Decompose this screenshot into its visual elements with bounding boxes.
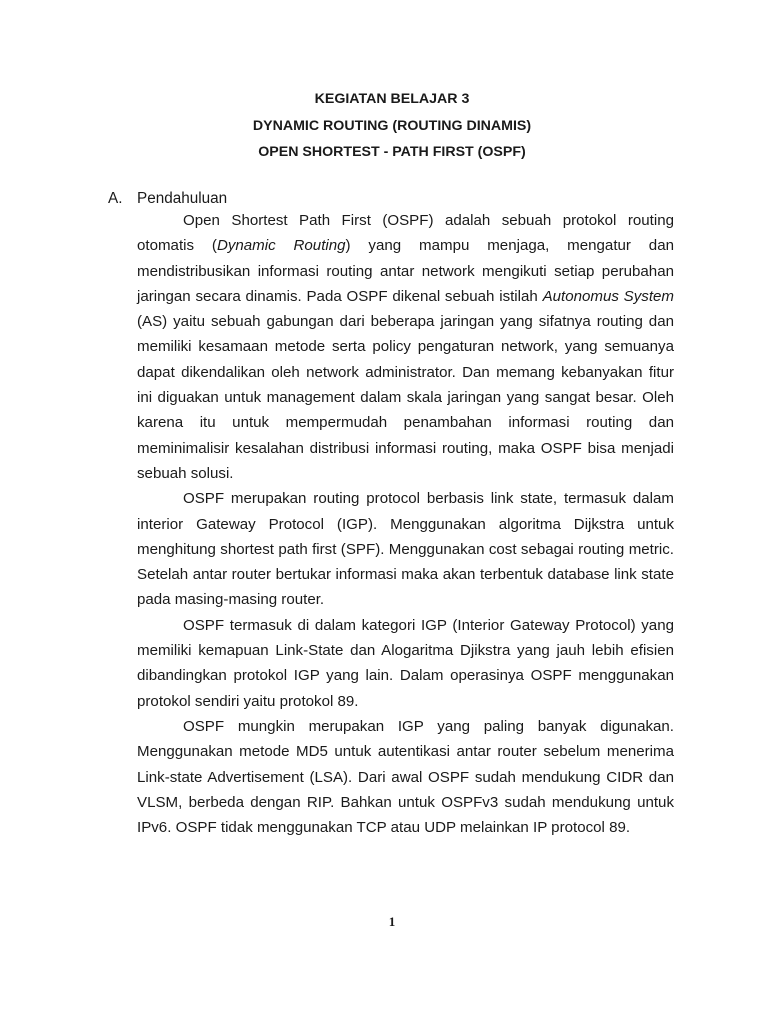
subtopic-title: OPEN SHORTEST - PATH FIRST (OSPF) [258, 144, 526, 160]
topic-title: DYNAMIC ROUTING (ROUTING DINAMIS) [252, 117, 532, 134]
title-block [0, 86, 768, 166]
paragraph-2: OSPF merupakan routing protocol berbasis link state, termasuk dalam interior Gateway Protocol (IGP). Menggunakan algoritma Dijkstra untuk menghitung shortest path first (SPF). Menggunakan cost sebagai routing metric. Setelah antar router bertukar informasi maka akan terbentuk database link state pada masing-masing router. [137, 490, 674, 609]
autonomus-system-term: Autonomus System [542, 287, 674, 305]
paragraph-1 [137, 208, 674, 486]
paragraph-1-text-a: Open Shortest Path First (OSPF) adalah sebuah protokol routing otomatis ( [137, 212, 674, 255]
section-title: Pendahuluan [137, 190, 228, 207]
paragraph-1-text-c: ) yang mampu menjaga, mengatur dan mendistribusikan informasi routing antar network mengikuti setiap perubahan jaringan secara dinamis. Pada OSPF dikenal sebuah istilah [137, 237, 674, 305]
section-letter: A. [108, 190, 123, 207]
paragraph-3: OSPF termasuk di dalam kategori IGP (Interior Gateway Protocol) yang memiliki kemapuan Link-State dan Alogaritma Djikstra yang jauh lebih efisien dibandingkan protokol IGP yang lain. Dalam operasinya OSPF menggunakan protokol sendiri yaitu protokol 89. [137, 616, 674, 710]
page-number: 1 [388, 914, 396, 929]
dynamic-routing-term: Dynamic Routing [216, 237, 346, 255]
paragraph-1-text-e: (AS) yaitu sebuah gabungan dari beberapa jaringan yang sifatnya routing dan memiliki kesamaan metode serta policy pengaturan network, yang semuanya dapat dikendalikan oleh network administrator. Dan memang kebanyakan fitur ini diguakan untuk management dalam skala jaringan yang sangat besar. Oleh karena itu untuk mempermudah penambahan informasi routing dan meminimalisir kesalahan distribusi informasi routing, maka OSPF bisa menjadi sebuah solusi. [137, 313, 674, 482]
paragraph-4: OSPF mungkin merupakan IGP yang paling banyak digunakan. Menggunakan metode MD5 untuk autentikasi antar router sebelum menerima Link-state Advertisement (LSA). Dari awal OSPF sudah mendukung CIDR dan VLSM, berbeda dengan RIP. Bahkan untuk OSPFv3 sudah mendukung untuk IPv6. OSPF tidak menggunakan TCP atau UDP melainkan IP protocol 89. [137, 717, 674, 837]
body-text [137, 208, 674, 840]
activity-title: KEGIATAN BELAJAR 3 [314, 91, 470, 107]
